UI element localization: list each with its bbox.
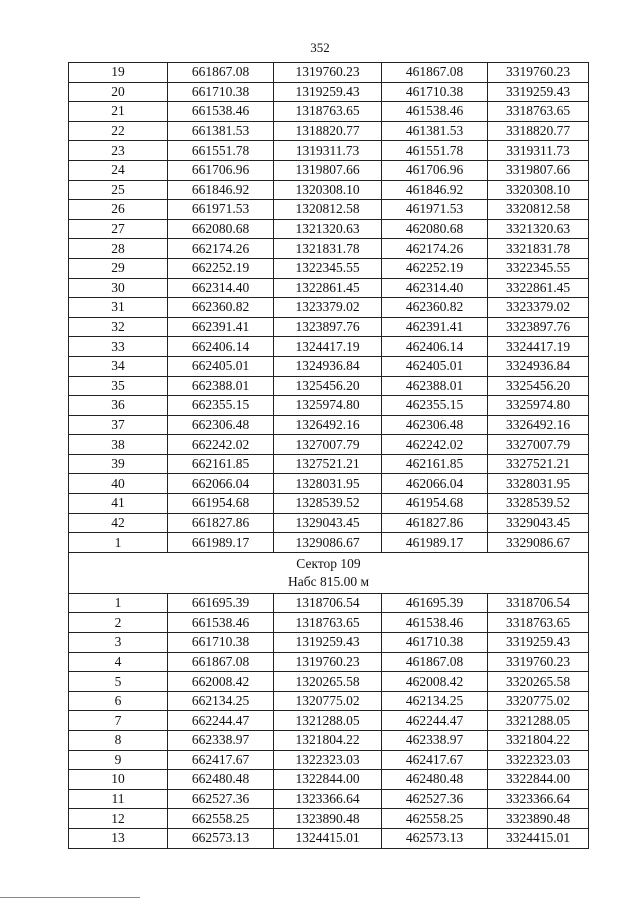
point-number-cell: 6 bbox=[69, 691, 168, 711]
point-number-cell: 28 bbox=[69, 239, 168, 259]
coordinate-cell: 1323890.48 bbox=[274, 809, 382, 829]
coordinate-cell: 3319259.43 bbox=[488, 633, 589, 653]
point-number-cell: 11 bbox=[69, 789, 168, 809]
sector-header-cell bbox=[69, 552, 589, 593]
table-body-top bbox=[69, 63, 589, 553]
coordinate-cell: 662360.82 bbox=[168, 298, 274, 318]
coordinate-cell: 662174.26 bbox=[168, 239, 274, 259]
coordinates-table bbox=[68, 62, 589, 849]
coordinate-cell: 661381.53 bbox=[168, 121, 274, 141]
table-row bbox=[69, 652, 589, 672]
coordinate-cell: 3319259.43 bbox=[488, 82, 589, 102]
point-number-cell: 32 bbox=[69, 317, 168, 337]
coordinate-cell: 661989.17 bbox=[168, 533, 274, 553]
table-row bbox=[69, 317, 589, 337]
coordinate-cell: 3320308.10 bbox=[488, 180, 589, 200]
coordinate-cell: 1327007.79 bbox=[274, 435, 382, 455]
point-number-cell: 30 bbox=[69, 278, 168, 298]
coordinate-cell: 3321320.63 bbox=[488, 219, 589, 239]
point-number-cell: 35 bbox=[69, 376, 168, 396]
coordinate-cell: 3326492.16 bbox=[488, 415, 589, 435]
coordinate-cell: 1323366.64 bbox=[274, 789, 382, 809]
coordinate-cell: 1320308.10 bbox=[274, 180, 382, 200]
coordinate-cell: 662417.67 bbox=[168, 750, 274, 770]
coordinate-cell: 1320265.58 bbox=[274, 672, 382, 692]
table-body-bottom bbox=[69, 593, 589, 848]
table-row bbox=[69, 828, 589, 848]
coordinate-cell: 462406.14 bbox=[382, 337, 488, 357]
coordinate-cell: 462558.25 bbox=[382, 809, 488, 829]
table-row bbox=[69, 789, 589, 809]
coordinate-cell: 1324415.01 bbox=[274, 828, 382, 848]
coordinate-cell: 3324936.84 bbox=[488, 356, 589, 376]
coordinate-cell: 1318820.77 bbox=[274, 121, 382, 141]
coordinate-cell: 462391.41 bbox=[382, 317, 488, 337]
coordinate-cell: 662573.13 bbox=[168, 828, 274, 848]
coordinate-cell: 3319807.66 bbox=[488, 160, 589, 180]
point-number-cell: 27 bbox=[69, 219, 168, 239]
coordinate-cell: 662134.25 bbox=[168, 691, 274, 711]
point-number-cell: 19 bbox=[69, 63, 168, 83]
coordinate-cell: 3328031.95 bbox=[488, 474, 589, 494]
table-row bbox=[69, 672, 589, 692]
table-row bbox=[69, 258, 589, 278]
coordinate-cell: 662066.04 bbox=[168, 474, 274, 494]
coordinate-cell: 3321831.78 bbox=[488, 239, 589, 259]
coordinate-cell: 1318763.65 bbox=[274, 102, 382, 122]
coordinate-cell: 661538.46 bbox=[168, 613, 274, 633]
coordinate-cell: 461538.46 bbox=[382, 613, 488, 633]
coordinate-cell: 461710.38 bbox=[382, 633, 488, 653]
table-row bbox=[69, 633, 589, 653]
table-row bbox=[69, 141, 589, 161]
table-row bbox=[69, 180, 589, 200]
coordinate-cell: 461989.17 bbox=[382, 533, 488, 553]
coordinate-cell: 461381.53 bbox=[382, 121, 488, 141]
table-row bbox=[69, 691, 589, 711]
coordinate-cell: 1325456.20 bbox=[274, 376, 382, 396]
coordinate-cell: 662242.02 bbox=[168, 435, 274, 455]
coordinate-cell: 3329043.45 bbox=[488, 513, 589, 533]
coordinate-cell: 462405.01 bbox=[382, 356, 488, 376]
coordinate-cell: 662252.19 bbox=[168, 258, 274, 278]
coordinate-cell: 662558.25 bbox=[168, 809, 274, 829]
table-row bbox=[69, 454, 589, 474]
coordinate-cell: 462008.42 bbox=[382, 672, 488, 692]
coordinate-cell: 462174.26 bbox=[382, 239, 488, 259]
coordinate-cell: 3318820.77 bbox=[488, 121, 589, 141]
coordinate-cell: 3320775.02 bbox=[488, 691, 589, 711]
coordinate-cell: 1318706.54 bbox=[274, 593, 382, 613]
table-row bbox=[69, 494, 589, 514]
point-number-cell: 29 bbox=[69, 258, 168, 278]
coordinate-cell: 461706.96 bbox=[382, 160, 488, 180]
point-number-cell: 12 bbox=[69, 809, 168, 829]
point-number-cell: 5 bbox=[69, 672, 168, 692]
coordinate-cell: 662406.14 bbox=[168, 337, 274, 357]
coordinate-cell: 461867.08 bbox=[382, 652, 488, 672]
table-row bbox=[69, 239, 589, 259]
coordinate-cell: 1321804.22 bbox=[274, 731, 382, 751]
coordinate-cell: 3322345.55 bbox=[488, 258, 589, 278]
coordinate-cell: 462314.40 bbox=[382, 278, 488, 298]
point-number-cell: 24 bbox=[69, 160, 168, 180]
point-number-cell: 31 bbox=[69, 298, 168, 318]
coordinate-cell: 661706.96 bbox=[168, 160, 274, 180]
table-row bbox=[69, 121, 589, 141]
coordinate-cell: 661710.38 bbox=[168, 82, 274, 102]
coordinate-cell: 3322844.00 bbox=[488, 770, 589, 790]
coordinate-cell: 3319760.23 bbox=[488, 63, 589, 83]
coordinate-cell: 1320775.02 bbox=[274, 691, 382, 711]
coordinate-cell: 462242.02 bbox=[382, 435, 488, 455]
table-row bbox=[69, 200, 589, 220]
table-row bbox=[69, 278, 589, 298]
coordinate-cell: 3318763.65 bbox=[488, 613, 589, 633]
coordinate-cell: 3324415.01 bbox=[488, 828, 589, 848]
coordinate-cell: 1324936.84 bbox=[274, 356, 382, 376]
coordinate-cell: 3323366.64 bbox=[488, 789, 589, 809]
coordinate-cell: 1326492.16 bbox=[274, 415, 382, 435]
coordinate-cell: 3320265.58 bbox=[488, 672, 589, 692]
coordinate-cell: 1319311.73 bbox=[274, 141, 382, 161]
table-row bbox=[69, 613, 589, 633]
coordinate-cell: 1323379.02 bbox=[274, 298, 382, 318]
coordinate-cell: 3323890.48 bbox=[488, 809, 589, 829]
coordinate-cell: 1322323.03 bbox=[274, 750, 382, 770]
coordinate-cell: 1324417.19 bbox=[274, 337, 382, 357]
table-row bbox=[69, 474, 589, 494]
coordinate-cell: 3323897.76 bbox=[488, 317, 589, 337]
point-number-cell: 38 bbox=[69, 435, 168, 455]
table-row bbox=[69, 809, 589, 829]
coordinate-cell: 3325456.20 bbox=[488, 376, 589, 396]
coordinate-cell: 3318763.65 bbox=[488, 102, 589, 122]
coordinate-cell: 461551.78 bbox=[382, 141, 488, 161]
coordinate-cell: 462244.47 bbox=[382, 711, 488, 731]
coordinate-cell: 3318706.54 bbox=[488, 593, 589, 613]
coordinate-cell: 461846.92 bbox=[382, 180, 488, 200]
coordinate-cell: 462360.82 bbox=[382, 298, 488, 318]
coordinate-cell: 1322861.45 bbox=[274, 278, 382, 298]
coordinate-cell: 3323379.02 bbox=[488, 298, 589, 318]
table-row bbox=[69, 435, 589, 455]
point-number-cell: 23 bbox=[69, 141, 168, 161]
point-number-cell: 3 bbox=[69, 633, 168, 653]
coordinate-cell: 661846.92 bbox=[168, 180, 274, 200]
table-row bbox=[69, 750, 589, 770]
point-number-cell: 8 bbox=[69, 731, 168, 751]
coordinate-cell: 462355.15 bbox=[382, 396, 488, 416]
coordinate-cell: 662405.01 bbox=[168, 356, 274, 376]
coordinate-cell: 461827.86 bbox=[382, 513, 488, 533]
coordinate-cell: 1328539.52 bbox=[274, 494, 382, 514]
coordinate-cell: 1319259.43 bbox=[274, 82, 382, 102]
coordinate-cell: 1329086.67 bbox=[274, 533, 382, 553]
table-row bbox=[69, 376, 589, 396]
coordinate-cell: 661695.39 bbox=[168, 593, 274, 613]
table-row bbox=[69, 102, 589, 122]
coordinate-cell: 3329086.67 bbox=[488, 533, 589, 553]
coordinate-cell: 662338.97 bbox=[168, 731, 274, 751]
coordinate-cell: 3320812.58 bbox=[488, 200, 589, 220]
coordinate-cell: 3328539.52 bbox=[488, 494, 589, 514]
table-row bbox=[69, 711, 589, 731]
point-number-cell: 36 bbox=[69, 396, 168, 416]
coordinate-cell: 1321831.78 bbox=[274, 239, 382, 259]
table-row bbox=[69, 63, 589, 83]
point-number-cell: 13 bbox=[69, 828, 168, 848]
point-number-cell: 21 bbox=[69, 102, 168, 122]
coordinate-cell: 661971.53 bbox=[168, 200, 274, 220]
coordinate-cell: 462388.01 bbox=[382, 376, 488, 396]
coordinate-cell: 3325974.80 bbox=[488, 396, 589, 416]
point-number-cell: 33 bbox=[69, 337, 168, 357]
coordinate-cell: 461695.39 bbox=[382, 593, 488, 613]
coordinate-cell: 662391.41 bbox=[168, 317, 274, 337]
coordinate-cell: 1322844.00 bbox=[274, 770, 382, 790]
point-number-cell: 2 bbox=[69, 613, 168, 633]
coordinate-cell: 461971.53 bbox=[382, 200, 488, 220]
point-number-cell: 1 bbox=[69, 593, 168, 613]
coordinate-cell: 662008.42 bbox=[168, 672, 274, 692]
coordinate-cell: 3327521.21 bbox=[488, 454, 589, 474]
coordinate-cell: 3322861.45 bbox=[488, 278, 589, 298]
coordinate-cell: 3327007.79 bbox=[488, 435, 589, 455]
table-row bbox=[69, 298, 589, 318]
point-number-cell: 7 bbox=[69, 711, 168, 731]
coordinate-cell: 462066.04 bbox=[382, 474, 488, 494]
point-number-cell: 4 bbox=[69, 652, 168, 672]
table-row bbox=[69, 396, 589, 416]
coordinate-cell: 661867.08 bbox=[168, 63, 274, 83]
coordinate-cell: 3319311.73 bbox=[488, 141, 589, 161]
table-row bbox=[69, 593, 589, 613]
coordinate-cell: 462306.48 bbox=[382, 415, 488, 435]
coordinate-cell: 1328031.95 bbox=[274, 474, 382, 494]
table-row bbox=[69, 356, 589, 376]
sector-header-group bbox=[69, 552, 589, 593]
coordinate-cell: 3319760.23 bbox=[488, 652, 589, 672]
coordinate-cell: 1318763.65 bbox=[274, 613, 382, 633]
coordinate-cell: 461538.46 bbox=[382, 102, 488, 122]
coordinate-cell: 3321804.22 bbox=[488, 731, 589, 751]
point-number-cell: 25 bbox=[69, 180, 168, 200]
coordinate-cell: 662388.01 bbox=[168, 376, 274, 396]
coordinate-cell: 662527.36 bbox=[168, 789, 274, 809]
coordinate-cell: 462527.36 bbox=[382, 789, 488, 809]
coordinate-cell: 661867.08 bbox=[168, 652, 274, 672]
coordinate-cell: 1319760.23 bbox=[274, 652, 382, 672]
page-number: 352 bbox=[310, 40, 330, 55]
point-number-cell: 26 bbox=[69, 200, 168, 220]
table-row bbox=[69, 770, 589, 790]
coordinate-cell: 662244.47 bbox=[168, 711, 274, 731]
footer-rule bbox=[0, 897, 140, 898]
coordinate-cell: 662480.48 bbox=[168, 770, 274, 790]
sector-header-row bbox=[69, 552, 589, 593]
coordinate-cell: 462252.19 bbox=[382, 258, 488, 278]
coordinate-cell: 3324417.19 bbox=[488, 337, 589, 357]
point-number-cell: 42 bbox=[69, 513, 168, 533]
coordinate-cell: 1319760.23 bbox=[274, 63, 382, 83]
coordinate-cell: 462338.97 bbox=[382, 731, 488, 751]
coordinate-cell: 461710.38 bbox=[382, 82, 488, 102]
point-number-cell: 22 bbox=[69, 121, 168, 141]
coordinate-cell: 662080.68 bbox=[168, 219, 274, 239]
coordinate-cell: 661827.86 bbox=[168, 513, 274, 533]
table-row bbox=[69, 219, 589, 239]
coordinate-cell: 462080.68 bbox=[382, 219, 488, 239]
coordinate-cell: 1329043.45 bbox=[274, 513, 382, 533]
coordinate-cell: 3321288.05 bbox=[488, 711, 589, 731]
point-number-cell: 1 bbox=[69, 533, 168, 553]
coordinate-cell: 1321288.05 bbox=[274, 711, 382, 731]
point-number-cell: 37 bbox=[69, 415, 168, 435]
coordinate-cell: 661954.68 bbox=[168, 494, 274, 514]
coordinate-cell: 662355.15 bbox=[168, 396, 274, 416]
sector-title: Сектор 109 bbox=[296, 555, 361, 571]
table-row bbox=[69, 533, 589, 553]
coordinate-cell: 461954.68 bbox=[382, 494, 488, 514]
coordinate-cell: 662161.85 bbox=[168, 454, 274, 474]
coordinate-cell: 1320812.58 bbox=[274, 200, 382, 220]
coordinate-cell: 661538.46 bbox=[168, 102, 274, 122]
coordinate-cell: 661551.78 bbox=[168, 141, 274, 161]
coordinate-cell: 462161.85 bbox=[382, 454, 488, 474]
coordinate-cell: 462480.48 bbox=[382, 770, 488, 790]
coordinate-cell: 1323897.76 bbox=[274, 317, 382, 337]
coordinate-cell: 661710.38 bbox=[168, 633, 274, 653]
table-row bbox=[69, 731, 589, 751]
coordinate-cell: 462134.25 bbox=[382, 691, 488, 711]
coordinate-cell: 3322323.03 bbox=[488, 750, 589, 770]
coordinate-cell: 1327521.21 bbox=[274, 454, 382, 474]
point-number-cell: 41 bbox=[69, 494, 168, 514]
table-row bbox=[69, 82, 589, 102]
coordinate-cell: 662306.48 bbox=[168, 415, 274, 435]
coordinate-cell: 662314.40 bbox=[168, 278, 274, 298]
coordinate-cell: 1321320.63 bbox=[274, 219, 382, 239]
point-number-cell: 34 bbox=[69, 356, 168, 376]
table-row bbox=[69, 337, 589, 357]
point-number-cell: 20 bbox=[69, 82, 168, 102]
coordinate-cell: 1319807.66 bbox=[274, 160, 382, 180]
point-number-cell: 40 bbox=[69, 474, 168, 494]
coordinate-cell: 1325974.80 bbox=[274, 396, 382, 416]
table-row bbox=[69, 415, 589, 435]
coordinate-cell: 462573.13 bbox=[382, 828, 488, 848]
coordinate-cell: 462417.67 bbox=[382, 750, 488, 770]
coordinate-cell: 1322345.55 bbox=[274, 258, 382, 278]
coordinate-cell: 1319259.43 bbox=[274, 633, 382, 653]
point-number-cell: 9 bbox=[69, 750, 168, 770]
sector-height-label: Набс 815.00 м bbox=[287, 573, 370, 589]
table-row bbox=[69, 513, 589, 533]
point-number-cell: 39 bbox=[69, 454, 168, 474]
coordinate-cell: 461867.08 bbox=[382, 63, 488, 83]
point-number-cell: 10 bbox=[69, 770, 168, 790]
table-row bbox=[69, 160, 589, 180]
